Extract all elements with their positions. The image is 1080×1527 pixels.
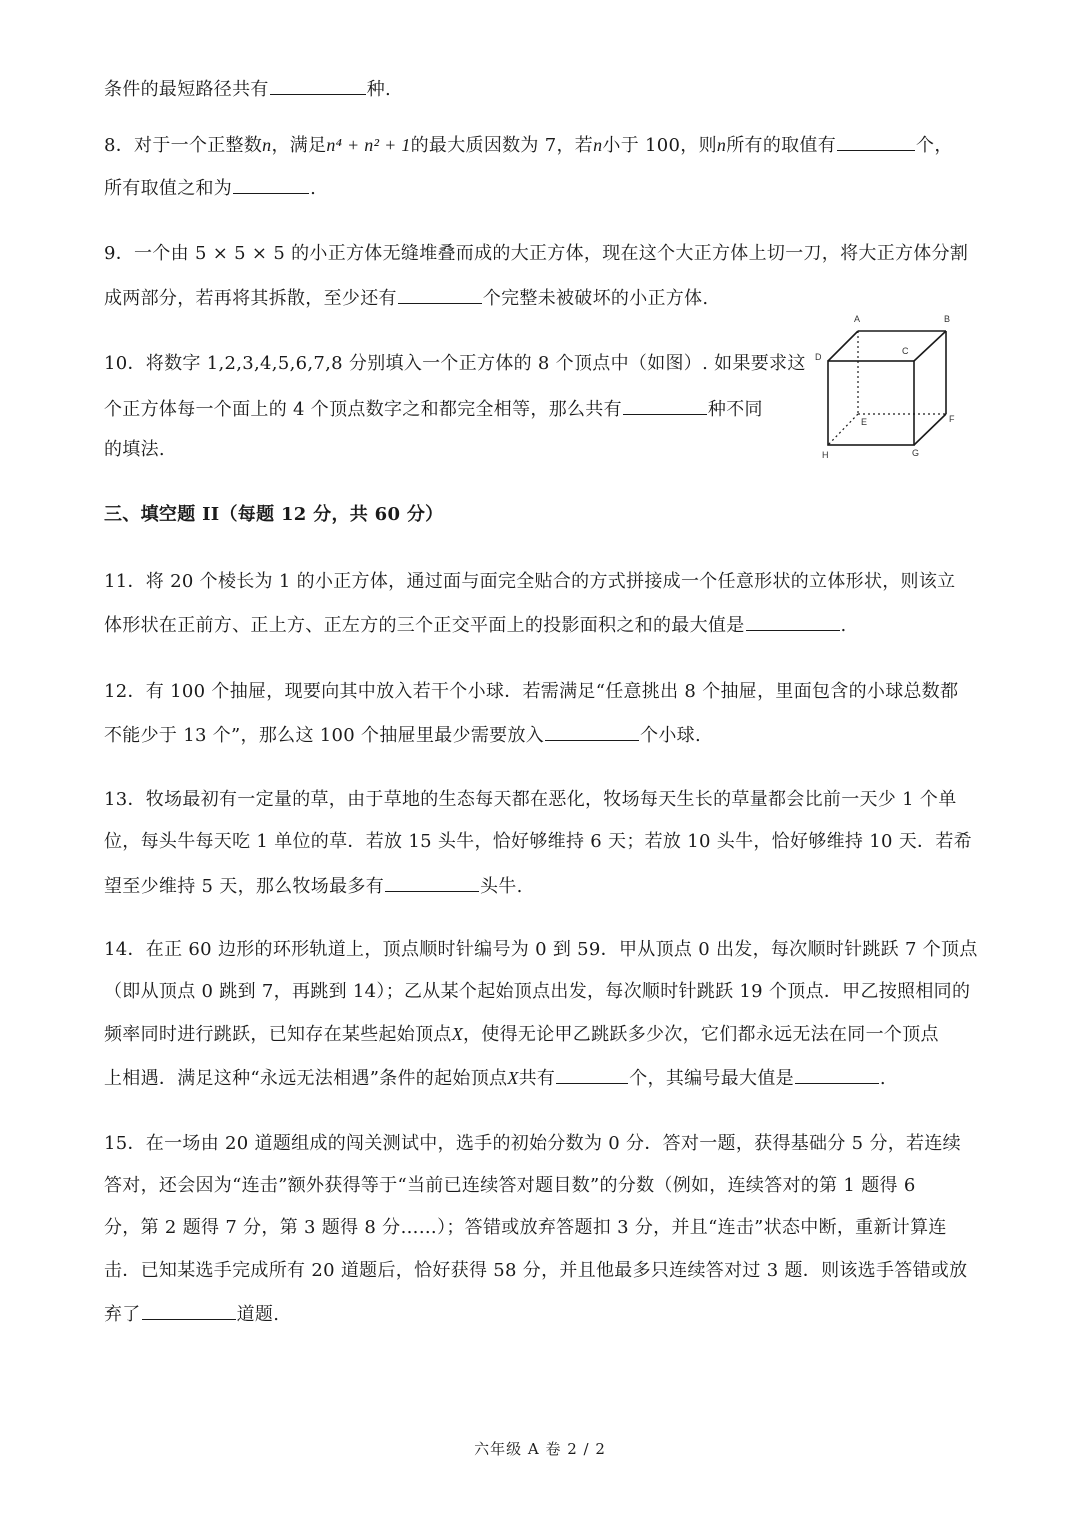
q11-text: 体形状在正前方、正上方、正左方的三个正交平面上的投影面积之和的最大值是	[104, 615, 745, 636]
q14-text: 14．在正 60 边形的环形轨道上，顶点顺时针编号为 0 到 59．甲从顶点 0 出发，每次顺时针跳跃 7 个顶点	[104, 939, 978, 960]
q12-answer-blank[interactable]	[545, 722, 639, 741]
q11-answer-blank[interactable]	[746, 612, 840, 631]
q15-text: 击．已知某选手完成所有 20 道题后，恰好获得 58 分，并且他最多只连续答对过 3 题．则该选手答错或放	[104, 1260, 968, 1281]
cube-hidden-edge	[828, 414, 858, 445]
q7-answer-blank[interactable]	[270, 76, 366, 95]
q9-text: 个完整未被破坏的小正方体.	[482, 288, 709, 309]
q15-line5	[104, 1301, 279, 1327]
q7-suffix: 种.	[366, 79, 392, 100]
q13-answer-blank[interactable]	[385, 873, 479, 892]
q15-text: 分，第 2 题得 7 分，第 3 题得 8 分……）；答错或放弃答题扣 3 分，并且“连击”状态中断，重新计算连	[104, 1217, 947, 1238]
q8-var-n: n	[593, 135, 603, 155]
page-number: 六年级 A 卷 2 / 2	[474, 1440, 606, 1458]
cube-label-f: F	[949, 414, 955, 424]
q15-answer-blank[interactable]	[142, 1301, 236, 1320]
q11-text: .	[840, 615, 847, 636]
q14-text: （即从顶点 0 跳到 7，再跳到 14）；乙从某个起始顶点出发，每次顺时针跳跃 19 个顶点．甲乙按照相同的	[104, 981, 971, 1002]
q15-text: 15．在一场由 20 道题组成的闯关测试中，选手的初始分数为 0 分．答对一题，获得基础分 5 分，若连续	[104, 1133, 961, 1154]
q8-text: 所有取值之和为	[104, 178, 233, 199]
q11-text: 11．将 20 个棱长为 1 的小正方体，通过面与面完全贴合的方式拼接成一个任意形状的立体形状，则该立	[104, 571, 956, 592]
q11-line1	[104, 570, 955, 594]
q14-answer-blank-2[interactable]	[795, 1065, 879, 1084]
q12-text: 个小球.	[640, 725, 701, 746]
q12-line1	[104, 680, 958, 704]
q13-line3	[104, 873, 523, 899]
q14-answer-blank-1[interactable]	[556, 1065, 628, 1084]
q11-line2	[104, 612, 847, 638]
cube-edge	[828, 331, 858, 361]
q8-line1	[104, 132, 953, 158]
q14-var-x: X	[451, 1024, 463, 1044]
q10-text: 10．将数字 1,2,3,4,5,6,7,8 分别填入一个正方体的 8 个顶点中（如图）. 如果要求这	[104, 353, 806, 374]
q8-text: 个，	[916, 135, 953, 156]
q9-text: 成两部分，若再将其拆散，至少还有	[104, 288, 397, 309]
q10-text: 的填法.	[104, 439, 165, 460]
q14-text: ，使得无论甲乙跳跃多少次，它们都永远无法在同一个顶点	[463, 1024, 939, 1045]
q14-line4	[104, 1065, 886, 1091]
q13-text: 13．牧场最初有一定量的草，由于草地的生态每天都在恶化，牧场每天生长的草量都会比前一天少 1 个单	[104, 789, 957, 810]
q14-text: 上相遇．满足这种“永远无法相遇”条件的起始顶点	[104, 1068, 508, 1089]
q14-line1	[104, 938, 978, 962]
cube-label-a: A	[854, 314, 861, 324]
cube-label-c: C	[902, 346, 909, 356]
q12-text: 12．有 100 个抽屉，现要向其中放入若干个小球．若需满足“任意挑出 8 个抽屉，里面包含的小球总数都	[104, 681, 959, 702]
q15-text: 道题.	[236, 1304, 280, 1325]
q13-text: 位，每头牛每天吃 1 单位的草．若放 15 头牛，恰好够维持 6 天；若放 10 头牛，恰好够维持 10 天．若希	[104, 831, 972, 852]
cube-label-g: G	[912, 448, 920, 458]
section-3-heading	[104, 503, 443, 527]
q15-line1	[104, 1132, 961, 1156]
q10-line1	[104, 352, 806, 376]
q13-line2	[104, 830, 972, 854]
q8-var-n: n	[716, 135, 727, 155]
q13-text: 望至少维持 5 天，那么牧场最多有	[104, 876, 384, 897]
q14-line2	[104, 980, 970, 1004]
q7-tail-line	[104, 76, 391, 102]
cube-label-h: H	[822, 450, 829, 460]
section-3-title: 三、填空题 II（每题 12 分，共 60 分）	[104, 504, 444, 525]
q8-text: ，满足	[271, 135, 327, 156]
q9-line1	[104, 242, 968, 266]
q10-text: 个正方体每一个面上的 4 个顶点数字之和都完全相等，那么共有	[104, 399, 622, 420]
q9-text: 9．一个由 5 × 5 × 5 的小正方体无缝堆叠而成的大正方体，现在这个大正方体上切一刀，将大正方体分割	[104, 243, 969, 264]
q12-text: 不能少于 13 个”，那么这 100 个抽屉里最少需要放入	[104, 725, 545, 746]
q15-line4	[104, 1259, 968, 1283]
q13-text: 头牛.	[480, 876, 523, 897]
cube-label-e: E	[861, 417, 868, 427]
q10-text: 种不同	[707, 399, 763, 420]
q8-text: 小于 100，则	[602, 135, 717, 156]
q8-var-n: n	[262, 135, 272, 155]
q13-line1	[104, 788, 957, 812]
q8-expression: n⁴ + n² + 1	[326, 135, 411, 155]
q8-answer-blank-2[interactable]	[233, 175, 309, 194]
cube-edge	[914, 331, 946, 361]
cube-edge	[914, 414, 946, 445]
q8-text: 所有的取值有	[726, 135, 837, 156]
cube-label-d: D	[815, 352, 822, 362]
q7-tail-text: 条件的最短路径共有	[104, 79, 269, 100]
q8-text: 8．对于一个正整数	[104, 135, 263, 156]
q14-var-x: X	[507, 1068, 519, 1088]
q8-text: 的最大质因数为 7，若	[410, 135, 594, 156]
q10-line2	[104, 396, 763, 422]
q14-text: 频率同时进行跳跃，已知存在某些起始顶点	[104, 1024, 452, 1045]
q9-answer-blank[interactable]	[398, 285, 482, 304]
q15-line2	[104, 1174, 916, 1198]
q15-line3	[104, 1216, 947, 1240]
q8-text: .	[310, 178, 317, 199]
q14-line3	[104, 1022, 939, 1047]
q14-text: 共有	[518, 1068, 556, 1089]
cube-label-b: B	[944, 314, 951, 324]
q8-answer-blank-1[interactable]	[837, 132, 915, 151]
q14-text: 个，其编号最大值是	[629, 1068, 794, 1089]
q8-line2	[104, 175, 316, 201]
q10-line3	[104, 438, 165, 462]
q12-line2	[104, 722, 701, 748]
q10-answer-blank[interactable]	[623, 396, 707, 415]
q14-text: .	[879, 1068, 886, 1089]
cube-diagram	[812, 310, 962, 460]
q9-line2	[104, 285, 708, 311]
q15-text: 弃了	[104, 1304, 141, 1325]
q15-text: 答对，还会因为“连击”额外获得等于“当前已连续答对题目数”的分数（例如，连续答对的第 1 题得 6	[104, 1175, 916, 1196]
page-footer	[0, 1438, 1080, 1459]
